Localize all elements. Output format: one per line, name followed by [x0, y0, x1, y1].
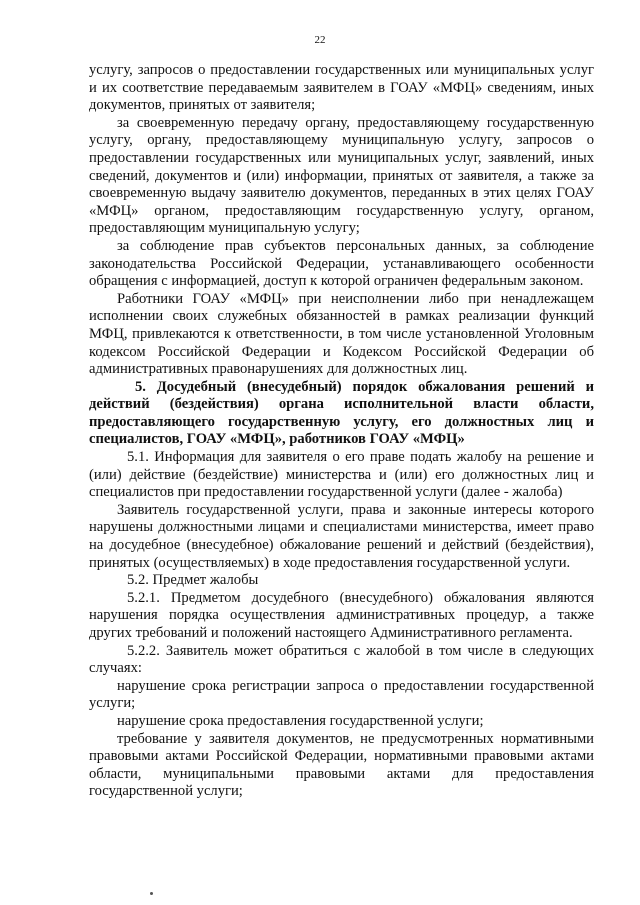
paragraph: за своевременную передачу органу, предоставляющему государственную услугу, органу, предоставляющему муниципальную услугу, запросов о предоставлении государственных или муниципальных услуг, заявлений, иных сведений, документов и (или) информации, принятых от заявителя, а также за своевременную выдачу заявителю документов, переданных в этих целях ГОАУ «МФЦ» органом, предоставляющим государственную услугу, органом, предоставляющим муниципальную услугу;: [89, 114, 594, 237]
paragraph: за соблюдение прав субъектов персональных данных, за соблюдение законодательства Российской Федерации, устанавливающего особенности обращения с информацией, доступ к которой ограничен федеральным законом.: [89, 237, 594, 290]
paragraph: услугу, запросов о предоставлении государственных или муниципальных услуг и их соответствие передаваемым заявителем в ГОАУ «МФЦ» сведениям, иных документов, принятых от заявителя;: [89, 62, 594, 114]
page-number: 22: [314, 34, 326, 46]
document-body: [89, 62, 594, 801]
section-heading: 5. Досудебный (внесудебный) порядок обжалования решений и действий (бездействия) органа исполнительной власти области, предоставляющего государственную услугу, его должностных лиц и специалистов, ГОАУ «МФЦ», работников ГОАУ «МФЦ»: [89, 378, 594, 448]
list-item: нарушение срока регистрации запроса о предоставлении государственной услуги;: [89, 677, 594, 712]
paragraph: Работники ГОАУ «МФЦ» при неисполнении либо при ненадлежащем исполнении своих служебных обязанностей в рамках реализации функций МФЦ, привлекаются к ответственности, в том числе установленной Уголовным кодексом Российской Федерации и Кодексом Российской Федерации об административных правонарушениях для должностных лиц.: [89, 290, 594, 378]
list-item: нарушение срока предоставления государственной услуги;: [117, 712, 484, 729]
paragraph: 5.1. Информация для заявителя о его праве подать жалобу на решение и (или) действие (бездействие) министерства и (или) его должностных лиц и специалистов при предоставлении государственной услуги (далее - жалоба): [89, 449, 594, 501]
paragraph: 5.2.1. Предметом досудебного (внесудебного) обжалования являются нарушения порядка осуществления административных процедур, а также других требований и положений настоящего Административного регламента.: [89, 589, 594, 641]
paragraph: 5.2.2. Заявитель может обратиться с жалобой в том числе в следующих случаях:: [89, 642, 594, 677]
paragraph: Заявитель государственной услуги, права и законные интересы которого нарушены должностными лицами и специалистами министерства, имеет право на досудебное (внесудебное) обжалование решений и действий (бездействия), принятых (осуществляемых) в ходе предоставления государственной услуги.: [89, 501, 594, 571]
list-item: требование у заявителя документов, не предусмотренных нормативными правовыми актами Российской Федерации, нормативными правовыми актами области, муниципальными правовыми актами для предоставления государственной услуги;: [89, 730, 594, 800]
scan-speck: [150, 892, 153, 895]
subsection-title: 5.2. Предмет жалобы: [127, 572, 259, 589]
